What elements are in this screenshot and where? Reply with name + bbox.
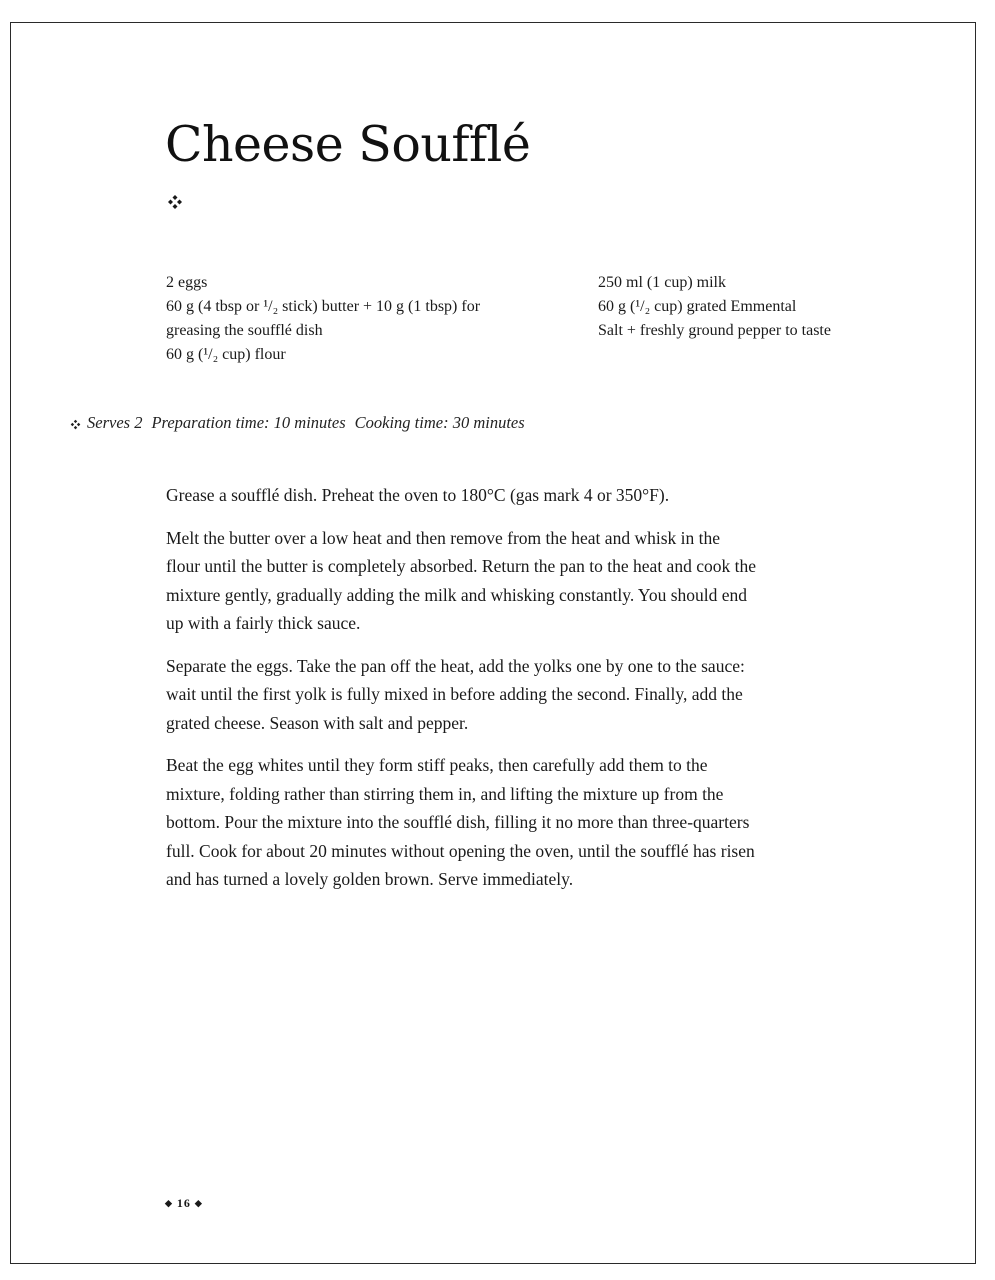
- page-number-value: 16: [176, 1196, 191, 1210]
- page-title: Cheese Soufflé: [165, 116, 531, 173]
- page-number: [165, 1196, 203, 1211]
- method-text: [166, 481, 756, 908]
- ingredient-item: 60 g (¹/₂ cup) grated Emmental: [598, 298, 797, 315]
- ingredient-item: 60 g (4 tbsp or ¹/₂ stick) butter + 10 g (1 tbsp) for: [166, 298, 481, 315]
- method-paragraph: Melt the butter over a low heat and then remove from the heat and whisk in the flour until the butter is completely absorbed. Return the pan to the heat and cook the mixture gently, gradually adding the milk and whisking constantly. You should end up with a fairly thick sauce.: [166, 527, 756, 633]
- method-paragraph: Separate the eggs. Take the pan off the heat, add the yolks one by one to the sauce: wait until the first yolk is fully mixed in before adding the second. Finally, add the grated cheese. Season with salt and pepper.: [166, 655, 745, 733]
- ingredient-item: greasing the soufflé dish: [166, 322, 323, 339]
- diamond-pip-icon: ◆: [165, 1198, 173, 1208]
- ingredient-item: 2 eggs: [166, 274, 208, 291]
- ingredient-item: 250 ml (1 cup) milk: [598, 274, 726, 291]
- four-diamond-ornament-icon: [70, 419, 81, 430]
- serves-info: Serves 2: [87, 413, 143, 432]
- ingredient-item: Salt + freshly ground pepper to taste: [598, 322, 831, 339]
- four-diamond-ornament-icon: [167, 194, 183, 210]
- diamond-pip-icon: ◆: [194, 1198, 203, 1208]
- recipe-meta: [70, 411, 534, 435]
- ingredients-list-right: [598, 271, 898, 343]
- cook-time-info: Cooking time: 30 minutes: [354, 413, 525, 432]
- method-paragraph: Beat the egg whites until they form stiff peaks, then carefully add them to the mixture, folding rather than stirring them in, and lifting the mixture up from the bottom. Pour the mixture into the soufflé dish, filling it no more than three-quarters full. Cook for about 20 minutes without opening the oven, until the soufflé has risen and has turned a lovely golden brown. Serve immediately.: [166, 755, 755, 889]
- method-paragraph: Grease a soufflé dish. Preheat the oven to 180°C (gas mark 4 or 350°F).: [166, 485, 670, 505]
- prep-time-info: Preparation time: 10 minutes: [151, 413, 346, 432]
- ingredient-item: 60 g (¹/₂ cup) flour: [166, 346, 286, 363]
- ingredients-list-left: [166, 271, 506, 367]
